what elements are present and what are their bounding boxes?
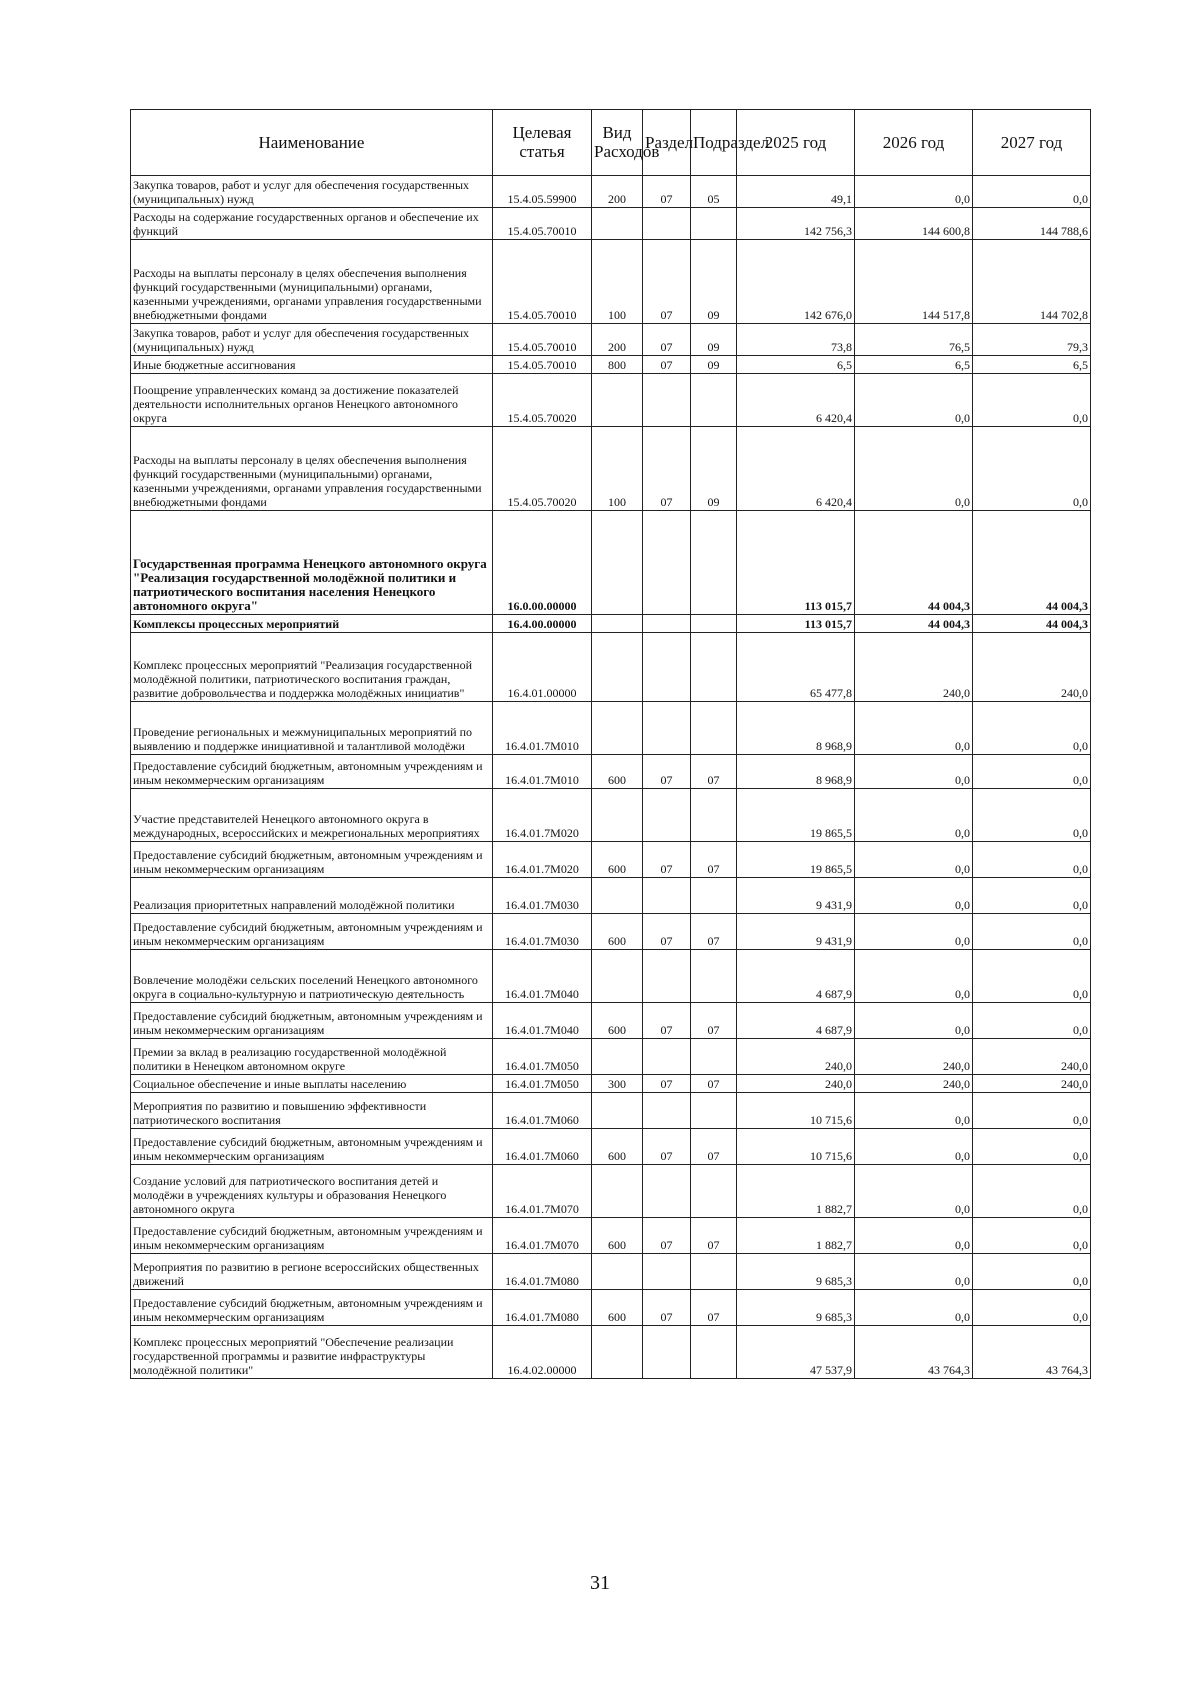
cell-vid <box>592 615 643 633</box>
table-row <box>131 176 1091 208</box>
cell-target-code: 16.0.00.00000 <box>493 511 592 615</box>
table-row <box>131 374 1091 427</box>
cell-podrazd: 07 <box>691 1218 737 1254</box>
cell-target-code: 16.4.01.7М020 <box>493 789 592 842</box>
cell-2025: 240,0 <box>737 1039 855 1075</box>
cell-vid <box>592 633 643 702</box>
cell-vid: 600 <box>592 1290 643 1326</box>
cell-2027: 43 764,3 <box>973 1326 1091 1379</box>
cell-2025: 8 968,9 <box>737 702 855 755</box>
cell-podrazd: 07 <box>691 914 737 950</box>
table-row <box>131 1326 1091 1379</box>
cell-name: Участие представителей Ненецкого автономного округа в международных, всероссийских и межрегиональных мероприятиях <box>131 789 493 842</box>
cell-name: Иные бюджетные ассигнования <box>131 356 493 374</box>
cell-2026: 0,0 <box>855 702 973 755</box>
cell-razd <box>643 615 691 633</box>
cell-target-code: 15.4.05.70010 <box>493 208 592 240</box>
cell-name: Закупка товаров, работ и услуг для обеспечения государственных (муниципальных) нужд <box>131 176 493 208</box>
cell-2026: 0,0 <box>855 1165 973 1218</box>
cell-2026: 44 004,3 <box>855 615 973 633</box>
cell-2027: 144 788,6 <box>973 208 1091 240</box>
cell-2027: 0,0 <box>973 1290 1091 1326</box>
header-2025: 2025 год <box>737 110 855 176</box>
cell-vid: 200 <box>592 176 643 208</box>
cell-2026: 240,0 <box>855 633 973 702</box>
cell-2026: 43 764,3 <box>855 1326 973 1379</box>
cell-podrazd: 07 <box>691 1290 737 1326</box>
cell-target-code: 15.4.05.70010 <box>493 356 592 374</box>
cell-podrazd <box>691 878 737 914</box>
cell-2025: 142 676,0 <box>737 240 855 324</box>
cell-target-code: 16.4.01.7М010 <box>493 755 592 789</box>
cell-razd: 07 <box>643 1290 691 1326</box>
cell-razd <box>643 511 691 615</box>
cell-target-code: 15.4.05.70010 <box>493 324 592 356</box>
cell-2025: 10 715,6 <box>737 1129 855 1165</box>
cell-2027: 0,0 <box>973 914 1091 950</box>
budget-table <box>130 109 1091 1379</box>
table-row <box>131 914 1091 950</box>
cell-2025: 19 865,5 <box>737 789 855 842</box>
table-row <box>131 511 1091 615</box>
cell-name: Комплекс процессных мероприятий "Реализация государственной молодёжной политики, патриотического воспитания граждан, развитие добровольчества и поддержка молодёжных инициатив" <box>131 633 493 702</box>
cell-razd <box>643 950 691 1003</box>
cell-target-code: 16.4.02.00000 <box>493 1326 592 1379</box>
cell-2025: 9 685,3 <box>737 1290 855 1326</box>
cell-vid <box>592 702 643 755</box>
cell-podrazd: 07 <box>691 842 737 878</box>
cell-target-code: 16.4.01.7М040 <box>493 1003 592 1039</box>
cell-target-code: 16.4.01.7М070 <box>493 1165 592 1218</box>
cell-vid: 600 <box>592 842 643 878</box>
table-row <box>131 1093 1091 1129</box>
cell-razd <box>643 633 691 702</box>
cell-razd: 07 <box>643 1218 691 1254</box>
cell-razd <box>643 374 691 427</box>
cell-2025: 4 687,9 <box>737 1003 855 1039</box>
cell-vid: 600 <box>592 1129 643 1165</box>
header-vid: Вид Расходов <box>592 110 643 176</box>
cell-2026: 0,0 <box>855 755 973 789</box>
cell-razd: 07 <box>643 914 691 950</box>
cell-vid: 100 <box>592 427 643 511</box>
cell-vid <box>592 1254 643 1290</box>
cell-2025: 6 420,4 <box>737 374 855 427</box>
cell-name: Мероприятия по развитию в регионе всероссийских общественных движений <box>131 1254 493 1290</box>
cell-target-code: 16.4.01.7М040 <box>493 950 592 1003</box>
cell-2027: 0,0 <box>973 176 1091 208</box>
cell-podrazd <box>691 1039 737 1075</box>
cell-podrazd: 05 <box>691 176 737 208</box>
cell-2026: 0,0 <box>855 1129 973 1165</box>
cell-vid: 600 <box>592 1218 643 1254</box>
header-podrazd: Подраздел <box>691 110 737 176</box>
cell-2027: 44 004,3 <box>973 615 1091 633</box>
cell-2027: 0,0 <box>973 755 1091 789</box>
cell-target-code: 16.4.01.7М080 <box>493 1254 592 1290</box>
cell-podrazd: 07 <box>691 1003 737 1039</box>
cell-razd <box>643 1093 691 1129</box>
cell-2027: 0,0 <box>973 789 1091 842</box>
cell-vid <box>592 208 643 240</box>
cell-target-code: 16.4.01.7М060 <box>493 1093 592 1129</box>
table-row <box>131 1290 1091 1326</box>
table-row <box>131 427 1091 511</box>
cell-name: Расходы на выплаты персоналу в целях обеспечения выполнения функций государственными (муниципальными) органами, казенными учреждениями, органами управления государственными внебюджетными фондами <box>131 427 493 511</box>
cell-2027: 6,5 <box>973 356 1091 374</box>
cell-target-code: 16.4.01.7М060 <box>493 1129 592 1165</box>
table-row <box>131 1165 1091 1218</box>
cell-2026: 0,0 <box>855 789 973 842</box>
cell-vid <box>592 1039 643 1075</box>
cell-vid: 200 <box>592 324 643 356</box>
cell-razd <box>643 789 691 842</box>
cell-vid <box>592 374 643 427</box>
cell-name: Предоставление субсидий бюджетным, автономным учреждениям и иным некоммерческим организациям <box>131 842 493 878</box>
table-row <box>131 1075 1091 1093</box>
cell-2026: 0,0 <box>855 842 973 878</box>
cell-2026: 0,0 <box>855 914 973 950</box>
table-row <box>131 208 1091 240</box>
header-razd: Раздел <box>643 110 691 176</box>
cell-name: Предоставление субсидий бюджетным, автономным учреждениям и иным некоммерческим организациям <box>131 914 493 950</box>
cell-name: Расходы на содержание государственных органов и обеспечение их функций <box>131 208 493 240</box>
cell-name: Вовлечение молодёжи сельских поселений Ненецкого автономного округа в социально-культурную и патриотическую деятельность <box>131 950 493 1003</box>
cell-vid: 600 <box>592 1003 643 1039</box>
cell-2025: 113 015,7 <box>737 511 855 615</box>
cell-2025: 4 687,9 <box>737 950 855 1003</box>
cell-target-code: 16.4.01.7М080 <box>493 1290 592 1326</box>
cell-podrazd: 09 <box>691 324 737 356</box>
cell-name: Комплексы процессных мероприятий <box>131 615 493 633</box>
table-row <box>131 615 1091 633</box>
cell-2026: 76,5 <box>855 324 973 356</box>
header-name: Наименование <box>131 110 493 176</box>
cell-name: Реализация приоритетных направлений молодёжной политики <box>131 878 493 914</box>
cell-podrazd <box>691 374 737 427</box>
cell-vid: 300 <box>592 1075 643 1093</box>
cell-target-code: 15.4.05.70020 <box>493 374 592 427</box>
cell-razd <box>643 1254 691 1290</box>
cell-2027: 0,0 <box>973 878 1091 914</box>
cell-2025: 49,1 <box>737 176 855 208</box>
table-row <box>131 842 1091 878</box>
page-number: 31 <box>590 1572 610 1594</box>
cell-2025: 9 685,3 <box>737 1254 855 1290</box>
cell-target-code: 16.4.01.7М030 <box>493 914 592 950</box>
cell-2025: 65 477,8 <box>737 633 855 702</box>
cell-2025: 10 715,6 <box>737 1093 855 1129</box>
cell-2026: 240,0 <box>855 1039 973 1075</box>
table-row <box>131 240 1091 324</box>
cell-vid <box>592 1165 643 1218</box>
cell-target-code: 16.4.01.7М030 <box>493 878 592 914</box>
cell-2026: 0,0 <box>855 950 973 1003</box>
cell-2027: 240,0 <box>973 633 1091 702</box>
cell-2025: 9 431,9 <box>737 878 855 914</box>
cell-2025: 73,8 <box>737 324 855 356</box>
table-row <box>131 356 1091 374</box>
cell-2025: 9 431,9 <box>737 914 855 950</box>
cell-2025: 240,0 <box>737 1075 855 1093</box>
cell-podrazd: 09 <box>691 356 737 374</box>
cell-vid <box>592 950 643 1003</box>
header-target: Целевая статья <box>493 110 592 176</box>
cell-podrazd <box>691 1326 737 1379</box>
cell-podrazd <box>691 789 737 842</box>
cell-podrazd <box>691 950 737 1003</box>
cell-razd <box>643 1165 691 1218</box>
cell-podrazd <box>691 1165 737 1218</box>
table-row <box>131 789 1091 842</box>
cell-name: Закупка товаров, работ и услуг для обеспечения государственных (муниципальных) нужд <box>131 324 493 356</box>
cell-razd: 07 <box>643 427 691 511</box>
cell-2026: 144 517,8 <box>855 240 973 324</box>
cell-podrazd <box>691 633 737 702</box>
cell-vid <box>592 878 643 914</box>
header-2027: 2027 год <box>973 110 1091 176</box>
cell-podrazd: 07 <box>691 755 737 789</box>
cell-2026: 0,0 <box>855 1290 973 1326</box>
cell-razd <box>643 1039 691 1075</box>
cell-2025: 47 537,9 <box>737 1326 855 1379</box>
cell-podrazd <box>691 511 737 615</box>
cell-target-code: 16.4.01.7М050 <box>493 1075 592 1093</box>
cell-podrazd <box>691 615 737 633</box>
cell-2027: 0,0 <box>973 427 1091 511</box>
cell-2025: 1 882,7 <box>737 1218 855 1254</box>
cell-2027: 0,0 <box>973 702 1091 755</box>
cell-name: Премии за вклад в реализацию государственной молодёжной политики в Ненецком автономном округе <box>131 1039 493 1075</box>
table-row <box>131 324 1091 356</box>
cell-name: Предоставление субсидий бюджетным, автономным учреждениям и иным некоммерческим организациям <box>131 1218 493 1254</box>
cell-target-code: 15.4.05.59900 <box>493 176 592 208</box>
cell-target-code: 16.4.01.7М020 <box>493 842 592 878</box>
cell-name: Создание условий для патриотического воспитания детей и молодёжи в учреждениях культуры и образования Ненецкого автономного округа <box>131 1165 493 1218</box>
cell-target-code: 16.4.00.00000 <box>493 615 592 633</box>
cell-2027: 0,0 <box>973 1129 1091 1165</box>
cell-podrazd <box>691 1254 737 1290</box>
cell-podrazd <box>691 208 737 240</box>
cell-2025: 8 968,9 <box>737 755 855 789</box>
table-row <box>131 1003 1091 1039</box>
table-row <box>131 1039 1091 1075</box>
cell-vid <box>592 511 643 615</box>
cell-vid <box>592 789 643 842</box>
cell-vid <box>592 1326 643 1379</box>
table-row <box>131 950 1091 1003</box>
cell-2026: 0,0 <box>855 176 973 208</box>
cell-name: Государственная программа Ненецкого автономного округа "Реализация государственной молодёжной политики и патриотического воспитания населения Ненецкого автономного округа" <box>131 511 493 615</box>
table-header-row <box>131 110 1091 176</box>
cell-vid: 600 <box>592 914 643 950</box>
cell-vid: 800 <box>592 356 643 374</box>
cell-2026: 0,0 <box>855 878 973 914</box>
cell-2027: 0,0 <box>973 1093 1091 1129</box>
cell-razd: 07 <box>643 240 691 324</box>
cell-name: Социальное обеспечение и иные выплаты населению <box>131 1075 493 1093</box>
cell-name: Предоставление субсидий бюджетным, автономным учреждениям и иным некоммерческим организациям <box>131 755 493 789</box>
cell-name: Предоставление субсидий бюджетным, автономным учреждениям и иным некоммерческим организациям <box>131 1290 493 1326</box>
cell-2025: 6,5 <box>737 356 855 374</box>
cell-vid: 600 <box>592 755 643 789</box>
table-row <box>131 702 1091 755</box>
cell-target-code: 15.4.05.70020 <box>493 427 592 511</box>
cell-2027: 0,0 <box>973 842 1091 878</box>
cell-name: Расходы на выплаты персоналу в целях обеспечения выполнения функций государственными (муниципальными) органами, казенными учреждениями, органами управления государственными внебюджетными фондами <box>131 240 493 324</box>
cell-2027: 44 004,3 <box>973 511 1091 615</box>
cell-2027: 144 702,8 <box>973 240 1091 324</box>
cell-podrazd: 09 <box>691 427 737 511</box>
cell-2027: 240,0 <box>973 1039 1091 1075</box>
cell-podrazd: 09 <box>691 240 737 324</box>
cell-vid: 100 <box>592 240 643 324</box>
cell-2027: 240,0 <box>973 1075 1091 1093</box>
cell-razd: 07 <box>643 1003 691 1039</box>
cell-2026: 240,0 <box>855 1075 973 1093</box>
cell-2026: 0,0 <box>855 1003 973 1039</box>
table-row <box>131 633 1091 702</box>
cell-vid <box>592 1093 643 1129</box>
cell-2026: 0,0 <box>855 1093 973 1129</box>
cell-podrazd <box>691 702 737 755</box>
cell-podrazd <box>691 1093 737 1129</box>
cell-name: Проведение региональных и межмуниципальных мероприятий по выявлению и поддержке инициативной и талантливой молодёжи <box>131 702 493 755</box>
cell-2026: 144 600,8 <box>855 208 973 240</box>
cell-name: Предоставление субсидий бюджетным, автономным учреждениям и иным некоммерческим организациям <box>131 1003 493 1039</box>
cell-2027: 0,0 <box>973 1218 1091 1254</box>
cell-razd: 07 <box>643 176 691 208</box>
cell-razd <box>643 878 691 914</box>
cell-razd: 07 <box>643 356 691 374</box>
cell-target-code: 16.4.01.7М050 <box>493 1039 592 1075</box>
cell-2026: 44 004,3 <box>855 511 973 615</box>
cell-podrazd: 07 <box>691 1075 737 1093</box>
cell-2027: 0,0 <box>973 1003 1091 1039</box>
cell-razd: 07 <box>643 755 691 789</box>
cell-target-code: 16.4.01.00000 <box>493 633 592 702</box>
cell-2026: 0,0 <box>855 427 973 511</box>
cell-2025: 19 865,5 <box>737 842 855 878</box>
table-row <box>131 755 1091 789</box>
cell-name: Мероприятия по развитию и повышению эффективности патриотического воспитания <box>131 1093 493 1129</box>
cell-razd: 07 <box>643 1075 691 1093</box>
cell-2025: 113 015,7 <box>737 615 855 633</box>
cell-2026: 6,5 <box>855 356 973 374</box>
table-row <box>131 878 1091 914</box>
cell-razd <box>643 702 691 755</box>
cell-name: Поощрение управленческих команд за достижение показателей деятельности исполнительных органов Ненецкого автономного округа <box>131 374 493 427</box>
table-row <box>131 1218 1091 1254</box>
cell-2027: 0,0 <box>973 374 1091 427</box>
table-body <box>131 176 1091 1379</box>
cell-razd: 07 <box>643 324 691 356</box>
cell-2025: 142 756,3 <box>737 208 855 240</box>
cell-podrazd: 07 <box>691 1129 737 1165</box>
cell-razd: 07 <box>643 842 691 878</box>
cell-2027: 0,0 <box>973 1165 1091 1218</box>
cell-2026: 0,0 <box>855 374 973 427</box>
cell-name: Комплекс процессных мероприятий "Обеспечение реализации государственной программы и развитие инфраструктуры молодёжной политики" <box>131 1326 493 1379</box>
cell-2026: 0,0 <box>855 1218 973 1254</box>
cell-2027: 0,0 <box>973 1254 1091 1290</box>
cell-2027: 0,0 <box>973 950 1091 1003</box>
cell-2025: 6 420,4 <box>737 427 855 511</box>
cell-razd <box>643 208 691 240</box>
cell-target-code: 16.4.01.7М070 <box>493 1218 592 1254</box>
header-2026: 2026 год <box>855 110 973 176</box>
cell-name: Предоставление субсидий бюджетным, автономным учреждениям и иным некоммерческим организациям <box>131 1129 493 1165</box>
cell-2025: 1 882,7 <box>737 1165 855 1218</box>
cell-razd <box>643 1326 691 1379</box>
table-row <box>131 1129 1091 1165</box>
table-row <box>131 1254 1091 1290</box>
cell-target-code: 16.4.01.7М010 <box>493 702 592 755</box>
cell-2027: 79,3 <box>973 324 1091 356</box>
cell-target-code: 15.4.05.70010 <box>493 240 592 324</box>
cell-razd: 07 <box>643 1129 691 1165</box>
cell-2026: 0,0 <box>855 1254 973 1290</box>
